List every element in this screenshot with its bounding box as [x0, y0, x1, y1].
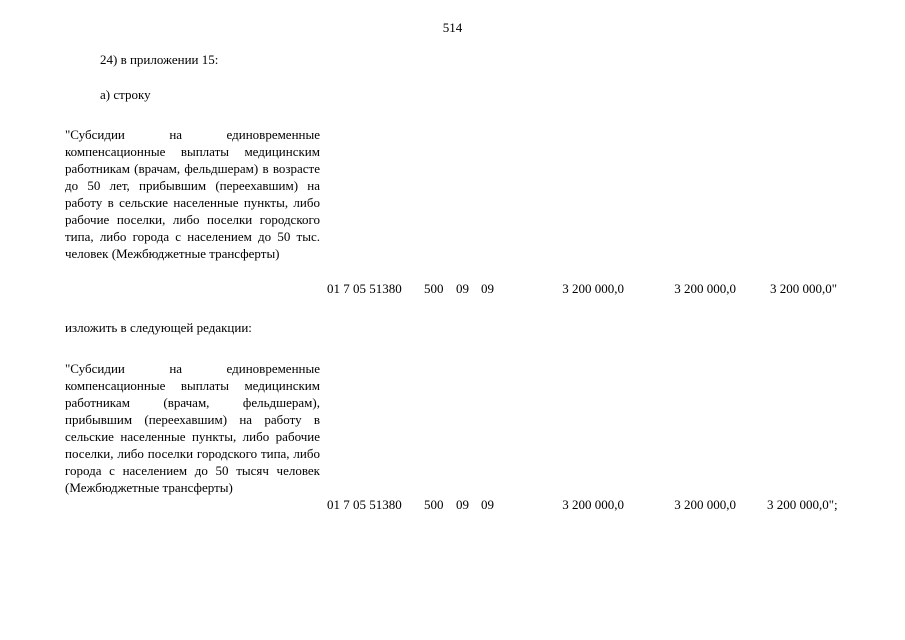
item-24-heading: 24) в приложении 15: — [100, 52, 219, 67]
new-row-rz: 09 — [456, 497, 469, 512]
new-row-pr: 09 — [481, 497, 494, 512]
new-row-amount-2: 3 200 000,0 — [674, 497, 736, 512]
new-row-amount-1: 3 200 000,0 — [562, 497, 624, 512]
new-row-description: "Субсидии на единовременные компенсационные выплаты медицинским работникам (врачам, фельдшерам), прибывшим (переехавшим) на работу в сельские населенные пункты, либо рабочие поселки, либо поселки городского типа, либо города с населением до 50 тысяч человек (Межбюджетные трансферты) — [65, 361, 320, 495]
old-row-vr: 500 — [424, 281, 444, 296]
old-row-amount-1: 3 200 000,0 — [562, 281, 624, 296]
old-row-amount-3: 3 200 000,0" — [770, 281, 838, 296]
old-row-rz: 09 — [456, 281, 469, 296]
new-row-vr: 500 — [424, 497, 444, 512]
item-a-heading: а) строку — [100, 87, 151, 102]
old-row-code: 01 7 05 51380 — [327, 281, 402, 296]
new-row-code: 01 7 05 51380 — [327, 497, 402, 512]
instruction-text: изложить в следующей редакции: — [65, 320, 252, 335]
old-row-amount-2: 3 200 000,0 — [674, 281, 736, 296]
page-number: 514 — [442, 20, 463, 35]
old-row-pr: 09 — [481, 281, 494, 296]
old-row-description: "Субсидии на единовременные компенсационные выплаты медицинским работникам (врачам, фельдшерам) в возрасте до 50 лет, прибывшим (переехавшим) на работу в сельские населенные пункты, либо рабочие поселки, либо поселки городского типа, либо города с населением до 50 тыс. человек (Межбюджетные трансферты) — [65, 127, 320, 261]
new-row-amount-3: 3 200 000,0"; — [767, 497, 838, 512]
